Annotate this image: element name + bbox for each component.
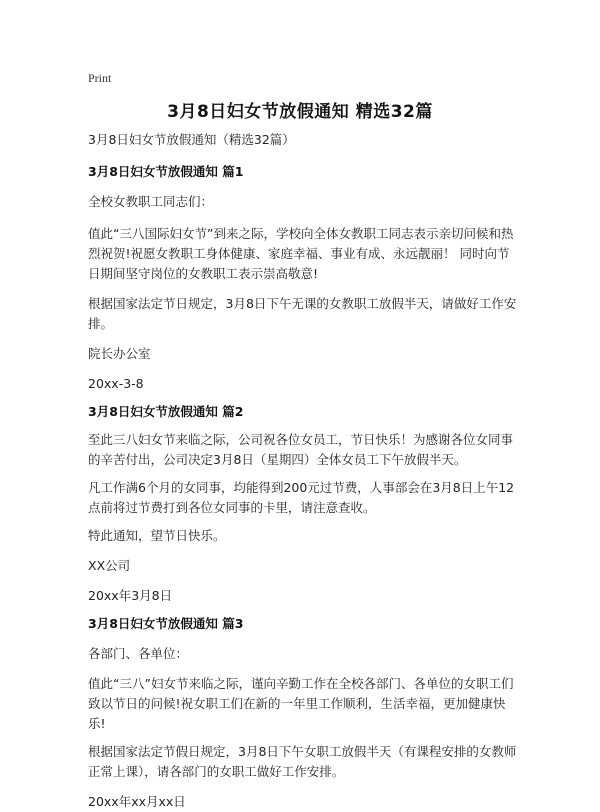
section-heading-1: 3月8日妇女节放假通知 篇1 bbox=[88, 164, 244, 179]
document-body bbox=[88, 130, 520, 812]
section-2-paragraph-1: 至此三八妇女节来临之际，公司祝各位女员工，节日快乐！为感谢各位女同事的辛苦付出，公司决定3月8日（星期四）全体女员工下午放假半天。 bbox=[88, 432, 514, 467]
section-1-paragraph-2: 根据国家法定节日规定，3月8日下午无课的女教职工放假半天，请做好工作安排。 bbox=[88, 296, 517, 331]
section-1-paragraph-1: 值此“三八国际妇女节”到来之际，学校向全体女教职工同志表示亲切问候和热烈祝贺!祝愿女教职工身体健康、家庭幸福、事业有成、永远靓丽！ 同时向节日期间坚守岗位的女教职工表示崇高敬意! bbox=[88, 226, 514, 281]
section-3-date: 20xx年xx月xx日 bbox=[88, 794, 186, 809]
section-2-signature: XX公司 bbox=[88, 558, 131, 573]
document-subtitle: 3月8日妇女节放假通知（精选32篇） bbox=[88, 132, 295, 147]
section-1-date: 20xx-3-8 bbox=[88, 376, 144, 391]
section-1-greeting: 全校女教职工同志们： bbox=[88, 194, 214, 209]
section-3-paragraph-1: 值此“三八”妇女节来临之际，谨向辛勤工作在全校各部门、各单位的女职工们致以节日的问候!祝女职工们在新的一年里工作顺利，生活幸福，更加健康快乐! bbox=[88, 676, 514, 731]
section-2-paragraph-2: 凡工作满6个月的女同事，均能得到200元过节费，人事部会在3月8日上午12点前将过节费打到各位女同事的卡里，请注意查收。 bbox=[88, 480, 515, 515]
section-heading-2: 3月8日妇女节放假通知 篇2 bbox=[88, 404, 244, 419]
section-2-paragraph-3: 特此通知，望节日快乐。 bbox=[88, 528, 226, 543]
print-label[interactable]: Print bbox=[88, 71, 112, 85]
section-3-greeting: 各部门、各单位： bbox=[88, 646, 189, 661]
section-2-date: 20xx年3月8日 bbox=[88, 588, 173, 603]
section-1-signature: 院长办公室 bbox=[88, 346, 151, 361]
section-3-paragraph-2: 根据国家法定节假日规定，3月8日下午女职工放假半天（有课程安排的女教师正常上课），请各部门的女职工做好工作安排。 bbox=[88, 744, 517, 779]
document-title: 3月8日妇女节放假通知 精选32篇 bbox=[167, 102, 433, 122]
section-heading-3: 3月8日妇女节放假通知 篇3 bbox=[88, 616, 244, 631]
